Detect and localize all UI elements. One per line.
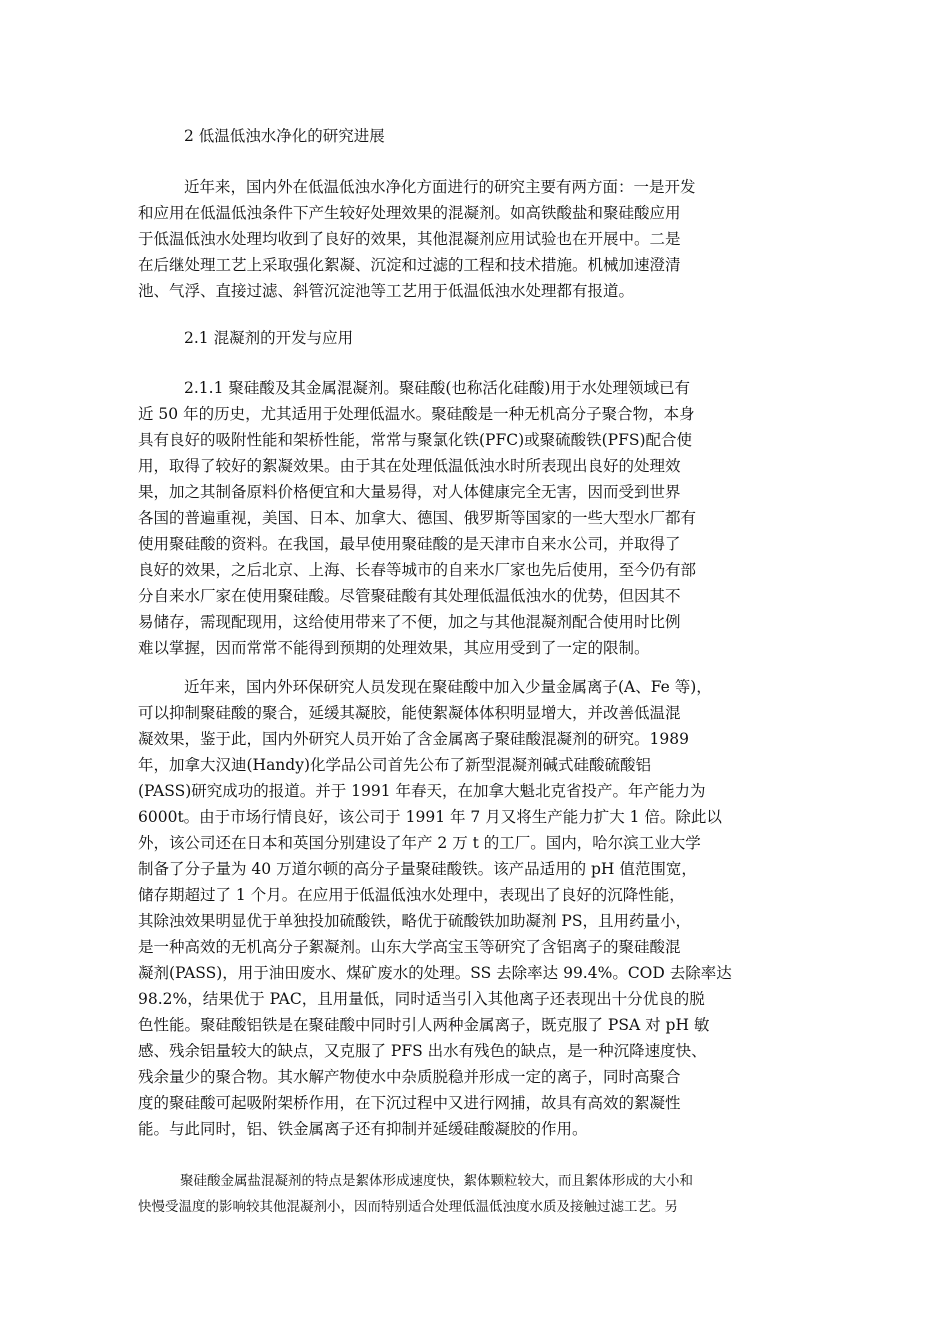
paragraph-line: 是一种高效的无机高分子絮凝剂。山东大学高宝玉等研究了含铝离子的聚硅酸混 <box>138 938 681 956</box>
paragraph-line: 用，取得了较好的絮凝效果。由于其在处理低温低浊水时所表现出良好的处理效 <box>138 457 681 475</box>
paragraph-line: 使用聚硅酸的资料。在我国，最早使用聚硅酸的是天津市自来水公司，并取得了 <box>138 535 681 553</box>
paragraph-line: 池、气浮、直接过滤、斜管沉淀池等工艺用于低温低浊水处理都有报道。 <box>138 282 635 300</box>
paragraph-line: 和应用在低温低浊条件下产生较好处理效果的混凝剂。如高铁酸盐和聚硅酸应用 <box>138 204 681 222</box>
paragraph-line: 可以抑制聚硅酸的聚合，延缓其凝胶，能使絮凝体体积明显增大，并改善低温混 <box>138 704 681 722</box>
paragraph-line: 难以掌握，因而常常不能得到预期的处理效果，其应用受到了一定的限制。 <box>138 639 650 657</box>
paragraph-line: 色性能。聚硅酸铝铁是在聚硅酸中同时引人两种金属离子，既克服了 PSA 对 pH 敏 <box>138 1016 710 1034</box>
paragraph-line: 年，加拿大汉迪(Handy)化学品公司首先公布了新型混凝剂碱式硅酸硫酸铝 <box>138 756 652 774</box>
paragraph-line: 凝剂(PASS)，用于油田废水、煤矿废水的处理。SS 去除率达 99.4%。COD 去除率达 <box>138 964 732 982</box>
paragraph-line: 残余量少的聚合物。其水解产物使水中杂质脱稳并形成一定的离子，同时高聚合 <box>138 1068 681 1086</box>
paragraph-line: (PASS)研究成功的报道。并于 1991 年春天，在加拿大魁北克省投产。年产能力为 <box>138 782 706 800</box>
paragraph-line: 2.1.1 聚硅酸及其金属混凝剂。聚硅酸(也称活化硅酸)用于水处理领域已有 <box>184 379 690 397</box>
paragraph-line: 易储存，需现配现用，这给使用带来了不便，加之与其他混凝剂配合使用时比例 <box>138 613 681 631</box>
paragraph-line: 良好的效果，之后北京、上海、长春等城市的自来水厂家也先后使用，至今仍有部 <box>138 561 697 579</box>
subsection-heading: 2.1 混凝剂的开发与应用 <box>184 329 354 347</box>
paragraph-line: 聚硅酸金属盐混凝剂的特点是絮体形成速度快，絮体颗粒较大，而且絮体形成的大小和 <box>180 1173 693 1189</box>
paragraph-line: 制备了分子量为 40 万道尔顿的高分子量聚硅酸铁。该产品适用的 pH 值范围宽， <box>138 860 697 878</box>
paragraph-line: 6000t。由于市场行情良好，该公司于 1991 年 7 月又将生产能力扩大 1 倍。除此以 <box>138 808 722 826</box>
paragraph-line: 于低温低浊水处理均收到了良好的效果，其他混凝剂应用试验也在开展中。二是 <box>138 230 681 248</box>
paragraph-line: 其除浊效果明显优于单独投加硫酸铁，略优于硫酸铁加助凝剂 PS，且用药量小， <box>138 912 691 930</box>
section-heading: 2 低温低浊水净化的研究进展 <box>184 127 385 145</box>
paragraph-line: 果，加之其制备原料价格便宜和大量易得，对人体健康完全无害，因而受到世界 <box>138 483 681 501</box>
paragraph-line: 储存期超过了 1 个月。在应用于低温低浊水处理中，表现出了良好的沉降性能， <box>138 886 685 904</box>
paragraph-line: 具有良好的吸附性能和架桥性能，常常与聚氯化铁(PFC)或聚硫酸铁(PFS)配合使 <box>138 431 693 449</box>
paragraph-line: 98.2%，结果优于 PAC，且用量低，同时适当引入其他离子还表现出十分优良的脱 <box>138 990 705 1008</box>
paragraph-line: 近 50 年的历史，尤其适用于处理低温水。聚硅酸是一种无机高分子聚合物，本身 <box>138 405 695 423</box>
paragraph-line: 感、残余铝量较大的缺点，又克服了 PFS 出水有残色的缺点，是一种沉降速度快、 <box>138 1042 707 1060</box>
paragraph-line: 近年来，国内外环保研究人员发现在聚硅酸中加入少量金属离子(A、Fe 等)， <box>184 678 712 696</box>
paragraph-line: 分自来水厂家在使用聚硅酸。尽管聚硅酸有其处理低温低浊水的优势，但因其不 <box>138 587 681 605</box>
paragraph-line: 快慢受温度的影响较其他混凝剂小，因而特别适合处理低温低浊度水质及接触过滤工艺。另 <box>138 1199 678 1215</box>
paragraph-line: 各国的普遍重视，美国、日本、加拿大、德国、俄罗斯等国家的一些大型水厂都有 <box>138 509 697 527</box>
paragraph-line: 凝效果，鉴于此，国内外研究人员开始了含金属离子聚硅酸混凝剂的研究。1989 <box>138 730 689 748</box>
paragraph-line: 近年来，国内外在低温低浊水净化方面进行的研究主要有两方面：一是开发 <box>184 178 696 196</box>
paragraph-line: 度的聚硅酸可起吸附架桥作用，在下沉过程中又进行网捕，故具有高效的絮凝性 <box>138 1094 681 1112</box>
paragraph-line: 在后继处理工艺上采取强化絮凝、沉淀和过滤的工程和技术措施。机械加速澄清 <box>138 256 681 274</box>
paragraph-line: 能。与此同时，铝、铁金属离子还有抑制并延缓硅酸凝胶的作用。 <box>138 1120 588 1138</box>
paragraph-line: 外，该公司还在日本和英国分别建设了年产 2 万 t 的工厂。国内，哈尔滨工业大学 <box>138 834 701 852</box>
